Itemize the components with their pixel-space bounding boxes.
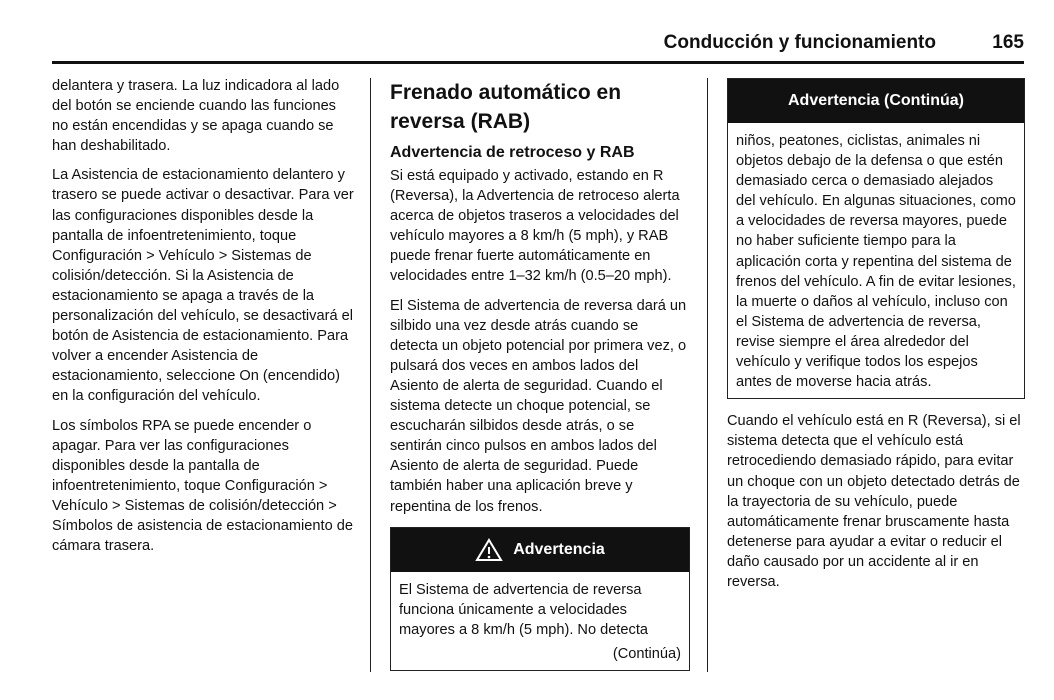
- paragraph: Cuando el vehículo está en R (Reversa), si el sistema detecta que el vehículo está retrocediendo demasiado rápido, para evitar un choque con un objeto detectado detrás de la trayectoria de su vehículo, puede automáticamente frenar bruscamente hasta detenerse para ayudar a evitar o reducir el daño causado por un accidente al ir en reversa.: [727, 413, 1021, 590]
- warning-header: [391, 528, 689, 572]
- paragraph: La Asistencia de estacionamiento delantero y trasero se puede activar o desactivar. Para ver las configuraciones disponibles desde la pantalla de infoentretenimiento, toque Configuración > Vehículo > Sistemas de colisión/detección. Si la Asistencia de estacionamiento se apaga a través de la personalización del vehículo, se desactivará el botón de Asistencia de estacionamiento. Para volver a encender Asistencia de estacionamiento, seleccione On (encendido) en la configuración del vehículo.: [52, 167, 354, 405]
- section-title: Conducción y funcionamiento: [663, 32, 936, 53]
- warning-triangle-icon: [475, 538, 503, 562]
- column-left: [52, 76, 354, 565]
- warning-body: [391, 572, 689, 670]
- section-heading: Frenado automático en reversa (RAB): [390, 81, 622, 133]
- paragraph: El Sistema de advertencia de reversa dará un silbido una vez desde atrás cuando se detecta un objeto potencial por primera vez, o pulsará dos veces en ambos lados del Asiento de alerta de seguridad. Cuando el sistema detecte un choque potencial, se escucharán silbidos desde atrás, o se sentirán cinco pulsos en ambos lados del Asiento de alerta de seguridad. Puede también haber una aplicación breve y repentina de los frenos.: [390, 297, 687, 515]
- page-header: [0, 30, 1054, 60]
- paragraph: delantera y trasera. La luz indicadora al lado del botón se enciende cuando las funciones no están encendidas y se apaga cuando se han deshabilitado.: [52, 78, 340, 155]
- warning-text: niños, peatones, ciclistas, animales ni objetos debajo de la defensa o que estén demasiado cerca o demasiado alejados del vehículo. En algunas situaciones, como a velocidades de reversa mayores, puede no haber suficiente tiempo para la aplicación corta y repentina del sistema de frenos del vehículo. A fin de evitar lesiones, la muerte o daños al vehículo, incluso con el Sistema de advertencia de reversa, revise siempre el área alrededor del vehículo y verifique todos los espejos antes de moverse hacia atrás.: [736, 133, 1016, 391]
- warning-header: [728, 79, 1024, 123]
- warning-title: Advertencia (Continúa): [787, 91, 964, 109]
- column-divider: [707, 78, 708, 672]
- warning-body: [728, 123, 1024, 398]
- continued-label: (Continúa): [612, 645, 681, 662]
- page-number: 165: [992, 32, 1024, 53]
- warning-title: Advertencia: [513, 540, 605, 558]
- warning-text: El Sistema de advertencia de reversa funciona únicamente a velocidades mayores a 8 km/h (5 mph). No detecta: [399, 581, 649, 638]
- warning-box: [390, 527, 690, 671]
- header-rule: [52, 61, 1024, 64]
- column-middle: [390, 76, 690, 671]
- warning-box-continued: [727, 78, 1025, 399]
- subsection-heading: Advertencia de retroceso y RAB: [390, 144, 635, 161]
- column-divider: [370, 78, 371, 672]
- column-right: [727, 78, 1025, 601]
- paragraph: Los símbolos RPA se puede encender o apagar. Para ver las configuraciones disponibles desde la pantalla de infoentretenimiento, toque Configuración > Vehículo > Sistemas de colisión/detección > Símbolos de asistencia de estacionamiento de cámara trasera.: [52, 417, 353, 555]
- paragraph: Si está equipado y activado, estando en R (Reversa), la Advertencia de retroceso alerta acerca de objetos traseros a velocidades del vehículo mayores a 8 km/h (5 mph), y RAB puede frenar fuerte automáticamente en velocidades entre 1–32 km/h (0.5–20 mph).: [390, 168, 680, 285]
